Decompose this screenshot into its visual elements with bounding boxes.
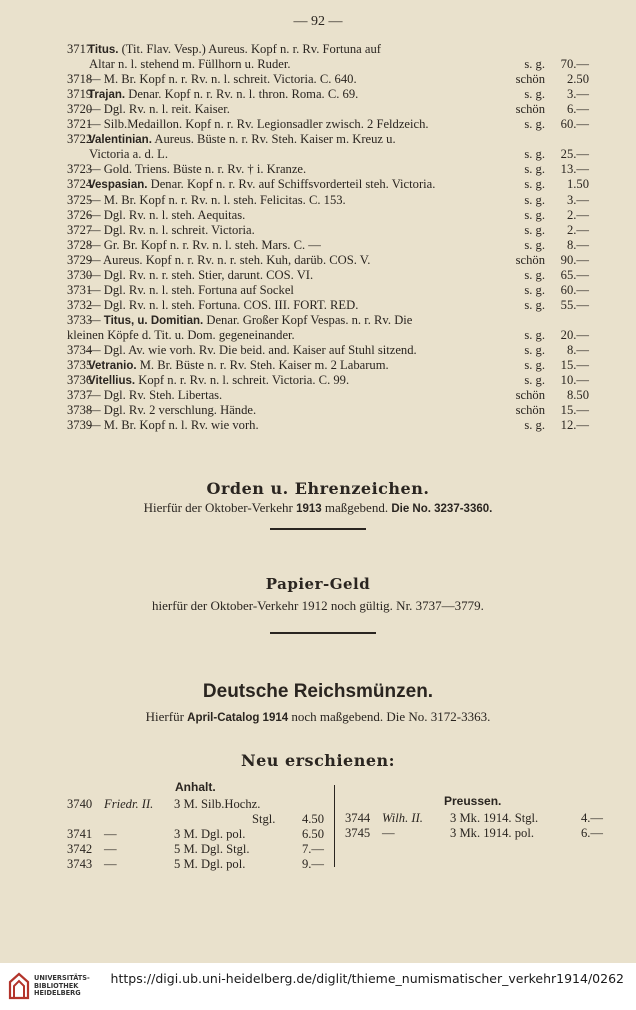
entry-grade: s. g. bbox=[524, 282, 545, 297]
divider bbox=[270, 632, 376, 634]
entry-description: Vitellius. Kopf n. r. Rv. n. l. schreit. Victoria. C. 99. bbox=[88, 373, 350, 388]
entry-ruler: — bbox=[104, 827, 117, 841]
entry-price: 70.— bbox=[560, 57, 589, 72]
entry-description: — Aureus. Kopf n. r. Rv. n. r. steh. Kuh, darüb. COS. V. bbox=[88, 252, 371, 267]
catalog-entry bbox=[67, 162, 589, 177]
entry-grade: s. g. bbox=[524, 373, 545, 388]
entry-number: 3736 bbox=[67, 373, 93, 388]
entry-price: 8.— bbox=[566, 237, 589, 252]
entry-grade: s. g. bbox=[524, 147, 545, 162]
catalog-entry bbox=[67, 388, 589, 403]
page-number: — 92 — bbox=[293, 14, 343, 29]
entry-description: — Dgl. Rv. n. l. schreit. Victoria. bbox=[88, 222, 255, 237]
entry-description: — Dgl. Rv. n. l. steh. Fortuna auf Sockel bbox=[88, 282, 294, 297]
catalog-entry bbox=[67, 238, 589, 253]
column-divider bbox=[334, 785, 335, 867]
entry-number: 3733 bbox=[67, 312, 93, 327]
catalog-entry bbox=[67, 193, 589, 208]
entry-grade: s. g. bbox=[524, 57, 545, 72]
entry-price: 6.— bbox=[580, 826, 603, 840]
entry-price: 2.50 bbox=[566, 72, 589, 87]
entry-description: — M. Br. Kopf n. r. Rv. n. l. schreit. Victoria. C. 640. bbox=[88, 72, 357, 87]
entry-description: — Dgl. Rv. n. l. steh. Aequitas. bbox=[88, 207, 246, 222]
entry-number: 3727 bbox=[67, 222, 93, 237]
entry-description: — M. Br. Kopf n. l. Rv. wie vorh. bbox=[88, 418, 259, 433]
catalog-entry bbox=[67, 87, 589, 102]
entry-grade: schön bbox=[515, 252, 545, 267]
catalog-entry bbox=[67, 343, 589, 358]
library-name: UNIVERSITÄTS- BIBLIOTHEK HEIDELBERG bbox=[34, 974, 90, 998]
permalink-url[interactable]: https://digi.ub.uni-heidelberg.de/diglit/thieme_numismatischer_verkehr1914/0262 bbox=[110, 971, 624, 986]
entry-description: 5 M. Dgl. Stgl. bbox=[174, 842, 250, 856]
entry-price: 65.— bbox=[560, 267, 589, 282]
entry-number: 3725 bbox=[67, 192, 93, 207]
entry-number: 3718 bbox=[67, 72, 93, 87]
entry-grade: s. g. bbox=[524, 207, 545, 222]
entry-number: 3723 bbox=[67, 162, 93, 177]
university-logo-icon bbox=[8, 972, 30, 1000]
entry-description: — Titus, u. Domitian. Denar. Großer Kopf Vespas. n. r. Rv. Die bbox=[88, 312, 413, 327]
catalog-entry bbox=[67, 403, 589, 418]
entry-number: 3724 bbox=[67, 177, 93, 192]
catalog-entry bbox=[67, 177, 589, 192]
entry-description: — M. Br. Kopf n. r. Rv. n. l. steh. Felicitas. C. 153. bbox=[88, 192, 346, 207]
entry-price: 25.— bbox=[560, 147, 589, 162]
entry-number: 3731 bbox=[67, 282, 93, 297]
entry-number: 3738 bbox=[67, 403, 93, 418]
entry-grade: s. g. bbox=[524, 117, 545, 132]
entry-number: 3734 bbox=[67, 343, 93, 357]
entry-description: Trajan. Denar. Kopf n. r. Rv. n. l. thron. Roma. C. 69. bbox=[88, 87, 359, 102]
entry-number: 3741 bbox=[67, 827, 93, 841]
entry-ruler: — bbox=[104, 857, 117, 871]
entry-price: 4.50 bbox=[301, 812, 324, 826]
papier-heading: Papier-Geld bbox=[265, 575, 371, 593]
entry-number: 3742 bbox=[67, 842, 93, 856]
entry-grade: s. g. bbox=[524, 192, 545, 207]
entry-price: 20.— bbox=[560, 327, 589, 342]
divider bbox=[270, 528, 366, 530]
entry-number: 3743 bbox=[67, 857, 93, 871]
entry-description: Vetranio. M. Br. Büste n. r. Rv. Steh. Kaiser m. 2 Labarum. bbox=[88, 358, 389, 373]
catalog-entry bbox=[67, 42, 589, 57]
entry-description: Altar n. l. stehend m. Füllhorn u. Ruder. bbox=[89, 57, 291, 72]
entry-number: 3719 bbox=[67, 87, 93, 102]
entry-grade: s. g. bbox=[524, 327, 545, 342]
entry-number: 3729 bbox=[67, 252, 93, 267]
entry-grade: s. g. bbox=[524, 177, 545, 192]
entry-grade: s. g. bbox=[524, 297, 545, 312]
catalog-entry bbox=[67, 132, 589, 147]
entry-grade: s. g. bbox=[524, 222, 545, 237]
entry-ruler: — bbox=[104, 842, 117, 856]
entry-price: 7.— bbox=[301, 842, 324, 856]
entry-description: — Dgl. Rv. n. l. steh. Fortuna. COS. III. FORT. RED. bbox=[88, 297, 359, 312]
entry-price: 3.— bbox=[566, 87, 589, 102]
catalog-entry bbox=[67, 253, 589, 268]
entry-description: — Dgl. Av. wie vorh. Rv. Die beid. and. Kaiser auf Stuhl sitzend. bbox=[88, 343, 417, 357]
entry-grade: s. g. bbox=[524, 87, 545, 102]
entry-grade: s. g. bbox=[524, 237, 545, 252]
entry-number: 3720 bbox=[67, 102, 93, 117]
entry-description: 3 Mk. 1914. Stgl. bbox=[450, 811, 539, 825]
catalog-entry bbox=[67, 268, 589, 283]
entry-grade: s. g. bbox=[524, 343, 545, 357]
entry-description: Vespasian. Denar. Kopf n. r. Rv. auf Schiffsvorderteil steh. Victoria. bbox=[88, 177, 436, 192]
entry-price: 3.— bbox=[566, 192, 589, 207]
entry-price: 90.— bbox=[560, 252, 589, 267]
entry-price: 9.— bbox=[301, 857, 324, 871]
entry-price: 1.50 bbox=[566, 177, 589, 192]
entry-grade: schön bbox=[515, 72, 545, 87]
entry-grade: schön bbox=[515, 403, 545, 418]
entry-number: 3735 bbox=[67, 358, 93, 373]
catalog-entry bbox=[67, 72, 589, 87]
entry-description: — Dgl. Rv. n. r. steh. Stier, darunt. COS. VI. bbox=[88, 267, 314, 282]
entry-description: kleinen Köpfe d. Tit. u. Dom. gegeneinander. bbox=[67, 327, 295, 342]
entry-description: 3 Mk. 1914. pol. bbox=[450, 826, 534, 840]
entry-description: 3 M. Dgl. pol. bbox=[174, 827, 246, 841]
entry-price: 60.— bbox=[560, 282, 589, 297]
entry-description: Victoria a. d. L. bbox=[89, 147, 168, 162]
catalog-entry bbox=[67, 57, 589, 72]
entry-price: 13.— bbox=[560, 162, 589, 177]
entry-description: Titus. (Tit. Flav. Vesp.) Aureus. Kopf n. r. Rv. Fortuna auf bbox=[88, 42, 381, 56]
entry-number: 3722 bbox=[67, 132, 93, 147]
entry-number: 3726 bbox=[67, 207, 93, 222]
entry-grade: schön bbox=[515, 102, 545, 117]
entry-ruler: Wilh. II. bbox=[382, 811, 423, 825]
entry-price: 60.— bbox=[560, 117, 589, 132]
entry-number: 3717 bbox=[67, 42, 93, 56]
anhalt-header: Anhalt. bbox=[175, 780, 216, 794]
entry-price: 8.— bbox=[566, 343, 589, 357]
catalog-entry bbox=[67, 313, 589, 328]
catalog-entry bbox=[67, 208, 589, 223]
catalog-entry bbox=[67, 328, 589, 343]
entry-price: 15.— bbox=[560, 403, 589, 418]
catalog-entry bbox=[67, 418, 589, 433]
reich-note: Hierfür April-Catalog 1914 noch maßgebend. Die No. 3172-3363. bbox=[145, 709, 491, 724]
entry-grade: s. g. bbox=[524, 162, 545, 177]
entry-description: — Gr. Br. Kopf n. r. Rv. n. l. steh. Mars. C. — bbox=[88, 237, 321, 252]
entry-number: 3732 bbox=[67, 297, 93, 312]
entry-number: 3744 bbox=[345, 811, 371, 825]
entry-price: 6.— bbox=[566, 102, 589, 117]
catalog-entry bbox=[67, 102, 589, 117]
entry-grade: schön bbox=[515, 388, 545, 403]
entry-price: 6.50 bbox=[301, 827, 324, 841]
entry-description: — Dgl. Rv. n. l. reit. Kaiser. bbox=[88, 102, 230, 117]
entry-number: 3730 bbox=[67, 267, 93, 282]
reich-heading: Deutsche Reichsmünzen. bbox=[202, 681, 434, 702]
entry-description: Stgl. bbox=[252, 812, 276, 826]
entry-number: 3737 bbox=[67, 388, 93, 403]
papier-note: hierfür der Oktober-Verkehr 1912 noch gültig. Nr. 3737—3779. bbox=[152, 598, 484, 613]
catalog-entry bbox=[67, 358, 589, 373]
entry-price: 12.— bbox=[560, 418, 589, 433]
catalog-entry bbox=[67, 117, 589, 132]
entry-number: 3740 bbox=[67, 797, 93, 811]
entry-description: — Gold. Triens. Büste n. r. Rv. † i. Kranze. bbox=[88, 162, 307, 177]
entry-ruler: Friedr. II. bbox=[104, 797, 154, 811]
viewer-footer bbox=[0, 963, 636, 1010]
entry-price: 8.50 bbox=[566, 388, 589, 403]
neu-heading: Neu erschienen: bbox=[240, 751, 396, 770]
entry-number: 3721 bbox=[67, 117, 93, 132]
entry-price: 2.— bbox=[566, 207, 589, 222]
entry-price: 2.— bbox=[566, 222, 589, 237]
catalog-entry bbox=[67, 223, 589, 238]
entry-ruler: — bbox=[382, 826, 395, 840]
entry-grade: s. g. bbox=[524, 418, 545, 433]
catalog-entry bbox=[67, 147, 589, 162]
entry-description: 3 M. Silb.Hochz. bbox=[174, 797, 261, 811]
catalog-entry bbox=[67, 298, 589, 313]
entry-description: — Dgl. Rv. Steh. Libertas. bbox=[88, 388, 223, 403]
entry-price: 55.— bbox=[560, 297, 589, 312]
entry-number: 3728 bbox=[67, 237, 93, 252]
catalog-entry bbox=[67, 373, 589, 388]
entry-price: 10.— bbox=[560, 373, 589, 388]
entry-description: — Dgl. Rv. 2 verschlung. Hände. bbox=[88, 403, 257, 418]
entry-number: 3745 bbox=[345, 826, 371, 840]
entry-price: 15.— bbox=[560, 358, 589, 373]
entry-description: — Silb.Medaillon. Kopf n. r. Rv. Legionsadler zwisch. 2 Feldzeich. bbox=[88, 117, 429, 132]
entry-description: Valentinian. Aureus. Büste n. r. Rv. Steh. Kaiser m. Kreuz u. bbox=[88, 132, 396, 147]
entry-description: 5 M. Dgl. pol. bbox=[174, 857, 246, 871]
entry-price: 4.— bbox=[580, 811, 603, 825]
orden-note: Hierfür der Oktober-Verkehr 1913 maßgebend. Die No. 3237-3360. bbox=[143, 500, 493, 515]
catalog-entry bbox=[67, 283, 589, 298]
entry-number: 3739 bbox=[67, 418, 93, 433]
entry-grade: s. g. bbox=[524, 358, 545, 373]
orden-heading: Orden u. Ehrenzeichen. bbox=[206, 479, 430, 498]
entry-grade: s. g. bbox=[524, 267, 545, 282]
preussen-header: Preussen. bbox=[444, 794, 502, 808]
